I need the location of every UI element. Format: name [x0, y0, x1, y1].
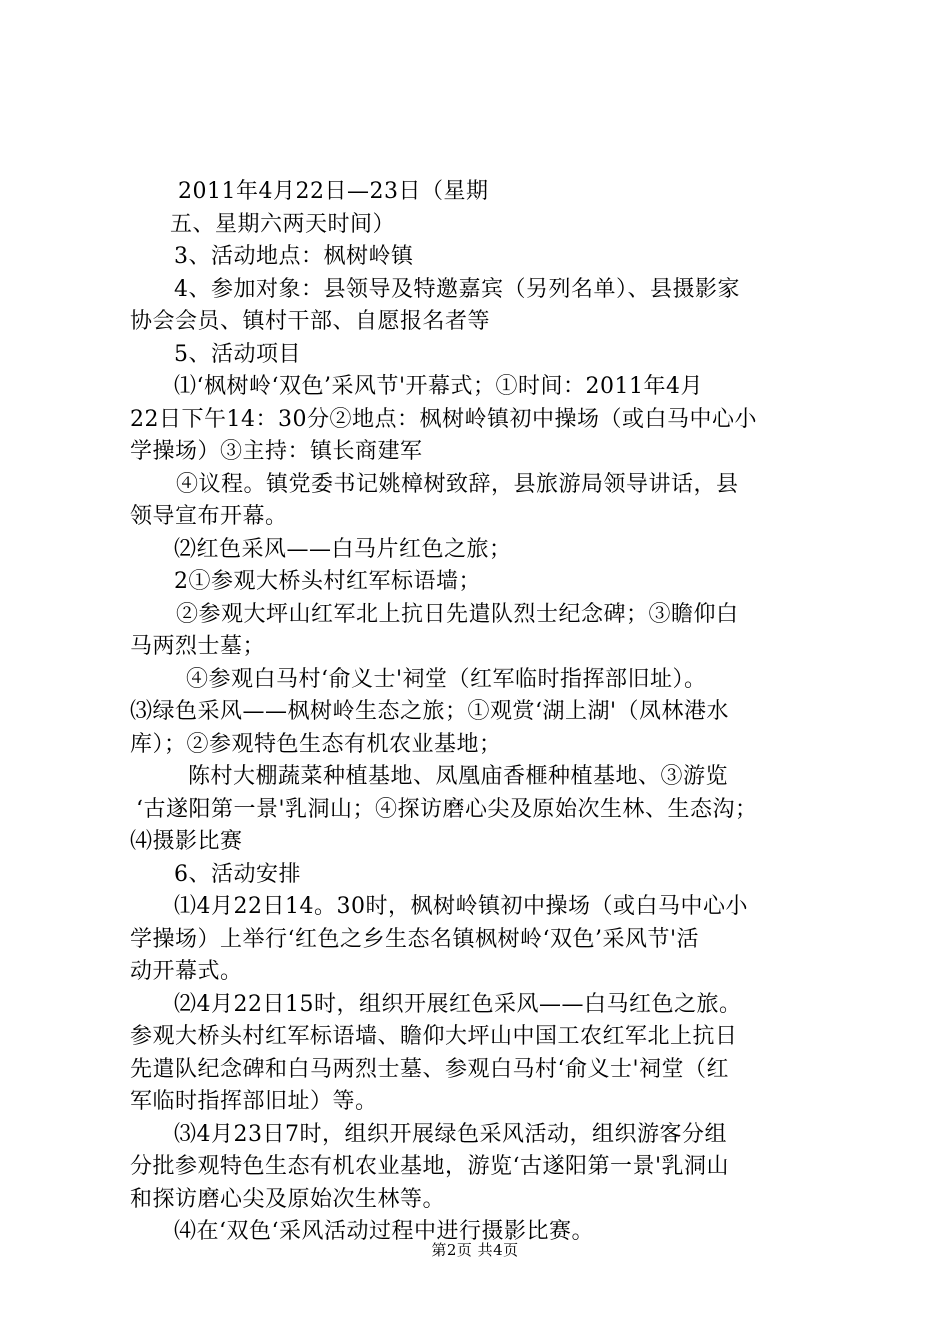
- text-line: 22日下午14：30分②地点：枫树岭镇初中操场（或白马中心小: [130, 406, 757, 432]
- text-line: 军临时指挥部旧址）等。: [130, 1089, 378, 1114]
- text-line: 分批参观特色生态有机农业基地，游览‘古遂阳第一景'乳洞山: [130, 1154, 730, 1179]
- text-line: 先遣队纪念碑和白马两烈士墓、参观白马村‘俞义士'祠堂（红: [130, 1056, 730, 1082]
- text-line: 领导宣布开幕。: [130, 504, 288, 529]
- text-line: 学操场）上举行‘红色之乡生态名镇枫树岭‘双色’采风节'活: [130, 926, 700, 952]
- text-line: ⑴4月22日14。30时，枫树岭镇初中操场（或白马中心小: [174, 894, 748, 919]
- text-line: ②参观大坪山红军北上抗日先遣队烈士纪念碑；③瞻仰白: [176, 601, 739, 627]
- text-line: 马两烈士墓；: [130, 634, 266, 659]
- text-line: ⑶绿色采风——枫树岭生态之旅；①观赏‘湖上湖'（凤林港水: [130, 699, 730, 724]
- text-line: 6、活动安排: [174, 861, 301, 887]
- text-line: ⑵4月22日15时，组织开展红色采风——白马红色之旅。: [174, 991, 742, 1017]
- text-line: 库）；②参观特色生态有机农业基地；: [130, 731, 502, 757]
- text-line: 5、活动项目: [174, 341, 301, 367]
- document-body: [130, 176, 830, 1249]
- text-line: 陈村大棚蔬菜种植基地、凤凰庙香榧种植基地、③游览: [188, 764, 729, 789]
- text-line: 4、参加对象：县领导及特邀嘉宾（另列名单）、县摄影家: [174, 276, 740, 302]
- text-line: ④参观白马村‘俞义士'祠堂（红军临时指挥部旧址）。: [186, 666, 707, 692]
- text-line: 动开幕式。: [130, 959, 243, 984]
- text-line: ⑷摄影比赛: [130, 829, 243, 854]
- text-line: ⑵红色采风——白马片红色之旅；: [174, 536, 512, 562]
- text-line: ⑷在‘双色‘采风活动过程中进行摄影比赛。: [174, 1219, 594, 1244]
- text-line: 学操场）③主持：镇长商建军: [130, 439, 423, 464]
- text-line: 2011年4月22日—23日（星期: [178, 179, 489, 204]
- text-line: 和探访磨心尖及原始次生林等。: [130, 1186, 446, 1212]
- text-line: ⑶4月23日7时，组织开展绿色采风活动，组织游客分组: [174, 1121, 727, 1147]
- text-line: ‘古遂阳第一景'乳洞山；④探访磨心尖及原始次生林、生态沟；: [136, 796, 758, 822]
- text-line: 参观大桥头村红军标语墙、瞻仰大坪山中国工农红军北上抗日: [130, 1024, 738, 1049]
- text-line: 协会会员、镇村干部、自愿报名者等: [130, 309, 491, 334]
- text-line: ⑴‘枫树岭‘双色’采风节'开幕式；①时间：2011年4月: [174, 374, 704, 399]
- text-line: 3、活动地点：枫树岭镇: [174, 244, 414, 269]
- text-line: ④议程。镇党委书记姚樟树致辞，县旅游局领导讲话，县: [176, 471, 739, 497]
- page-number-footer: 第2页 共4页: [431, 1241, 519, 1259]
- text-line: 五、星期六两天时间）: [170, 211, 396, 237]
- text-line: 2①参观大桥头村红军标语墙；: [174, 569, 481, 594]
